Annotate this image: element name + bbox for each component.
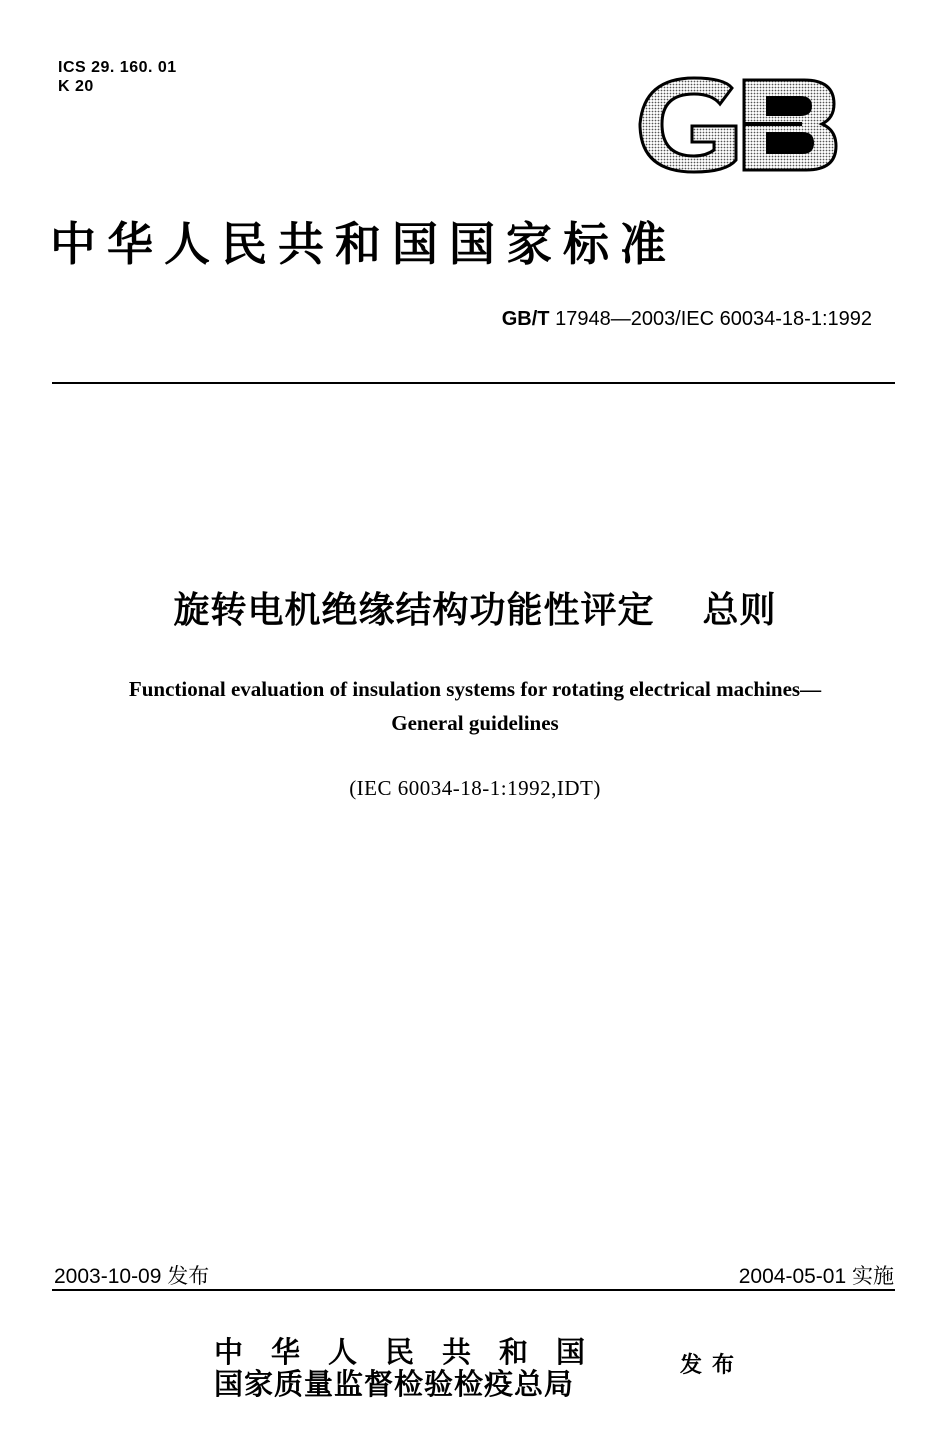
implementation-date: 2004-05-01 实施 bbox=[738, 1265, 894, 1288]
footer-divider-line bbox=[52, 1289, 895, 1291]
gb-logo bbox=[636, 74, 840, 176]
publisher-line1: 中华人民共和国 bbox=[214, 1335, 614, 1369]
publish-label: 发布 bbox=[680, 1353, 745, 1378]
english-title-line2: General guidelines bbox=[391, 711, 559, 735]
publisher-line2: 国家质量监督检验检疫总局 bbox=[214, 1367, 575, 1401]
issue-date: 2003-10-09 发布 bbox=[54, 1265, 210, 1288]
chinese-title-main: 旋转电机绝缘结构功能性评定 bbox=[173, 590, 655, 631]
standard-code: 17948—2003/IEC 60034-18-1:1992 bbox=[555, 308, 872, 330]
standard-number bbox=[502, 308, 872, 331]
chinese-title bbox=[0, 582, 950, 633]
ics-code: ICS 29. 160. 01 bbox=[58, 59, 177, 76]
english-title bbox=[0, 672, 950, 740]
standard-prefix: GB/T bbox=[501, 308, 550, 330]
national-standard-title: 中华人民共和国国家标准 bbox=[50, 217, 677, 271]
iec-reference: (IEC 60034-18-1:1992,IDT) bbox=[349, 776, 601, 800]
class-code: K 20 bbox=[58, 78, 94, 95]
classification-codes bbox=[58, 58, 177, 96]
english-title-line1: Functional evaluation of insulation systems for rotating electrical machines— bbox=[128, 677, 822, 701]
chinese-title-sub: 总则 bbox=[702, 590, 777, 631]
divider-line bbox=[52, 382, 895, 384]
